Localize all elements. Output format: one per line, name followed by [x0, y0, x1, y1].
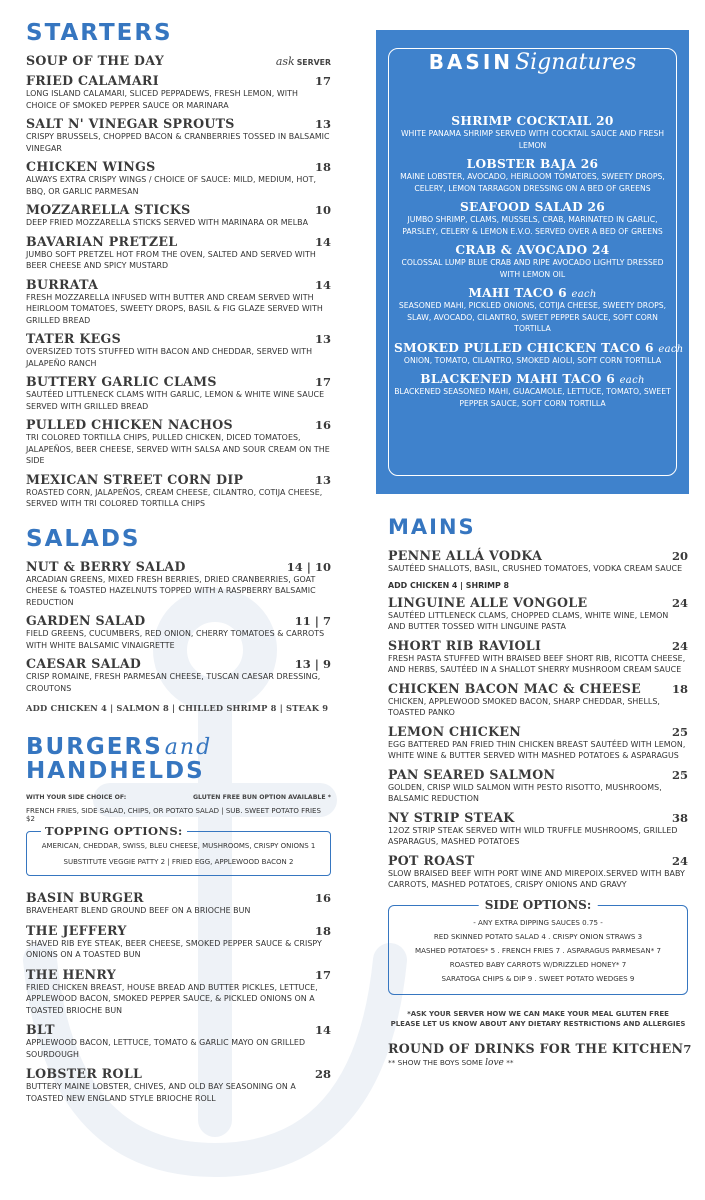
item-desc: BLACKENED SEASONED MAHI, GUACAMOLE, LETTUCE, TOMATO, SWEET PEPPER SAUCE, SOFT CORN TORTILLA	[394, 387, 671, 408]
menu-item	[26, 559, 331, 609]
item-name: FRIED CALAMARI	[26, 73, 159, 88]
dietary-footnote: *ASK YOUR SERVER HOW WE CAN MAKE YOUR MEAL GLUTEN FREE PLEASE LET US KNOW ABOUT ANY DIETARY RESTRICTIONS AND ALLERGIES	[390, 1009, 686, 1028]
item-name: CRAB & AVOCADO 24	[455, 243, 610, 257]
item-name: MAHI TACO 6 each	[468, 286, 597, 300]
item-desc: COLOSSAL LUMP BLUE CRAB AND RIPE AVOCADO LIGHTLY DRESSED WITH LEMON OIL	[401, 258, 664, 279]
item-name: SMOKED PULLED CHICKEN TACO 6 each	[394, 340, 684, 355]
menu-item	[26, 967, 331, 1017]
item-desc: JUMBO SOFT PRETZEL HOT FROM THE OVEN, SALTED AND SERVED WITH BEER CHEESE AND SPICY MUSTARD	[26, 249, 316, 270]
menu-item	[388, 681, 688, 719]
item-price: 20	[671, 549, 688, 563]
item-desc: FIELD GREENS, CUCUMBERS, RED ONION, CHERRY TOMATOES & CARROTS WITH WHITE BALSAMIC VINAIGRETTE	[26, 629, 325, 650]
item-desc: JUMBO SHRIMP, CLAMS, MUSSELS, CRAB, MARINATED IN GARLIC, PARSLEY, CELERY & LEMON E.V.O. SERVED OVER A BED OF GREENS	[402, 215, 663, 236]
item-name: LOBSTER ROLL	[26, 1066, 143, 1082]
item-price: 18	[314, 923, 331, 938]
menu-item	[26, 890, 331, 917]
salads-list	[26, 559, 331, 695]
item-desc: FRESH MOZZARELLA INFUSED WITH BUTTER AND CREAM SERVED WITH HEIRLOOM TOMATOES, SWEETY DROPS, BASIL & FIG GLAZE SERVED WITH GRILLED BREAD	[26, 292, 323, 325]
item-name: LOBSTER BAJA 26	[466, 157, 599, 171]
menu-item	[26, 613, 331, 651]
ask-server-note: ask SERVER	[275, 55, 331, 68]
item-desc: SHAVED RIB EYE STEAK, BEER CHEESE, SMOKED PEPPER SAUCE & CRISPY ONIONS ON A TOASTED BUN	[26, 938, 322, 960]
signature-item	[394, 286, 671, 335]
item-price: 11 | 7	[294, 614, 331, 628]
item-price: 38	[671, 810, 688, 825]
item-name: LEMON CHICKEN	[388, 723, 522, 739]
item-name: PULLED CHICKEN NACHOS	[26, 417, 233, 432]
item-price: 13	[314, 117, 331, 131]
item-desc: EGG BATTERED PAN FRIED THIN CHICKEN BREAST SAUTÉED WITH LEMON, WHITE WINE & BUTTER SERVED WITH MASHED POTATOES & ASPARAGUS	[388, 739, 686, 760]
burger-meta: WITH YOUR SIDE CHOICE OF: GLUTEN FREE BUN OPTION AVAILABLE *	[26, 794, 331, 802]
mains-title: MAINS	[388, 515, 476, 539]
item-desc: CRISP ROMAINE, FRESH PARMESAN CHEESE, TUSCAN CAESAR DRESSING, CROUTONS	[26, 672, 321, 693]
penne-addons: ADD CHICKEN 4 | SHRIMP 8	[388, 580, 509, 590]
item-name: SOUP OF THE DAY	[26, 53, 165, 68]
item-price: 17	[314, 375, 331, 389]
item-desc: DEEP FRIED MOZZARELLA STICKS SERVED WITH MARINARA OR MELBA	[26, 218, 309, 227]
side-option-line: SARATOGA CHIPS & DIP 9 . SWEET POTATO WEDGES 9	[441, 973, 635, 983]
starters-list	[26, 53, 331, 510]
item-price: 10	[314, 203, 331, 217]
item-desc: ALWAYS EXTRA CRISPY WINGS / CHOICE OF SAUCE: MILD, MEDIUM, HOT, BBQ, OR GARLIC PARMESAN	[26, 175, 317, 196]
item-desc: APPLEWOOD BACON, LETTUCE, TOMATO & GARLIC MAYO ON GRILLED SOURDOUGH	[26, 1038, 306, 1059]
starters-title: STARTERS	[26, 20, 173, 46]
mains-list	[388, 548, 688, 891]
item-price: 25	[671, 724, 688, 739]
side-option-line: - ANY EXTRA DIPPING SAUCES 0.75 -	[473, 917, 603, 927]
item-name: SHORT RIB RAVIOLI	[388, 637, 542, 653]
signature-item	[394, 340, 684, 367]
item-name: THE HENRY	[26, 966, 117, 982]
topping-title: TOPPING OPTIONS:	[41, 824, 187, 838]
right-column	[388, 28, 692, 1068]
salads-title: SALADS	[26, 525, 141, 552]
item-price: 17	[314, 74, 331, 88]
item-desc: GOLDEN, CRISP WILD SALMON WITH PESTO RISOTTO, MUSHROOMS, BALSAMIC REDUCTION	[388, 782, 662, 803]
menu-item	[388, 810, 688, 848]
item-price: 13 | 9	[294, 657, 331, 671]
side-options-title: SIDE OPTIONS:	[479, 898, 598, 912]
item-name: SHRIMP COCKTAIL 20	[451, 114, 614, 128]
item-desc: 12OZ STRIP STEAK SERVED WITH WILD TRUFFLE MUSHROOMS, GRILLED ASPARAGUS, MASHED POTATOES	[388, 825, 678, 846]
signature-item	[394, 243, 671, 280]
menu-item	[26, 277, 331, 327]
menu-item	[26, 472, 331, 510]
item-price: 28	[314, 1067, 331, 1082]
item-price: 14	[314, 1023, 331, 1038]
item-name: CHICKEN BACON MAC & CHEESE	[388, 680, 642, 696]
item-name: BURRATA	[26, 276, 99, 292]
item-desc: WHITE PANAMA SHRIMP SERVED WITH COCKTAIL SAUCE AND FRESH LEMON	[400, 129, 665, 150]
menu-item	[388, 724, 688, 762]
side-option-line: MASHED POTATOES* 5 . FRENCH FRIES 7 . ASPARAGUS PARMESAN* 7	[414, 945, 662, 955]
item-name: BLACKENED MAHI TACO 6 each	[420, 372, 645, 386]
item-name: LINGUINE ALLE VONGOLE	[388, 594, 588, 610]
signatures-box	[376, 30, 689, 494]
item-price: 18	[671, 681, 688, 696]
signatures-list	[394, 114, 684, 415]
item-name: BLT	[26, 1022, 55, 1038]
menu-item	[26, 1066, 331, 1104]
item-name: MOZZARELLA STICKS	[26, 202, 191, 217]
item-price: 13	[314, 472, 331, 487]
menu-item	[388, 638, 688, 676]
drinks-item	[388, 1040, 692, 1068]
item-price: 24	[671, 638, 688, 653]
burgers-list	[26, 890, 331, 1104]
item-name: NUT & BERRY SALAD	[26, 558, 186, 574]
menu-item	[26, 1022, 331, 1060]
item-price: 14	[314, 277, 331, 292]
menu-item	[388, 767, 688, 805]
menu-item	[26, 656, 331, 694]
menu-item	[26, 234, 331, 272]
menu-item	[26, 374, 331, 412]
signature-item	[394, 114, 671, 151]
item-desc: SAUTÉED LITTLENECK CLAMS, CHOPPED CLAMS, WHITE WINE, LEMON AND BUTTER TOSSED WITH LINGUINE PASTA	[388, 610, 669, 631]
menu-item	[388, 595, 688, 633]
item-name: ROUND OF DRINKS FOR THE KITCHEN	[388, 1040, 684, 1056]
menu-item	[26, 923, 331, 961]
signatures-title: BASINSignatures	[428, 50, 637, 75]
item-name: BASIN BURGER	[26, 890, 144, 906]
item-desc: TRI COLORED TORTILLA CHIPS, PULLED CHICKEN, DICED TOMATOES, JALAPEÑOS, BEER CHEESE, SERVED WITH SALSA AND SOUR CREAM ON THE SIDE	[26, 433, 330, 465]
item-desc: SEASONED MAHI, PICKLED ONIONS, COTIJA CHEESE, SWEETY DROPS, SLAW, AVOCADO, CILANTRO, SWEET PEPPER SAUCE, SOFT CORN TORTILLA	[398, 301, 667, 333]
item-name: POT ROAST	[388, 852, 475, 868]
burger-sides: FRENCH FRIES, SIDE SALAD, CHIPS, OR POTATO SALAD | SUB. SWEET POTATO FRIES $2	[26, 807, 321, 824]
item-desc: CHICKEN, APPLEWOOD SMOKED BACON, SHARP CHEDDAR, SHELLS, TOASTED PANKO	[388, 696, 660, 717]
item-name: NY STRIP STEAK	[388, 809, 515, 825]
item-name: MEXICAN STREET CORN DIP	[26, 471, 244, 487]
menu-item	[26, 202, 331, 229]
signature-item	[394, 372, 671, 409]
topping-options-box	[26, 824, 331, 876]
item-price: 24	[671, 595, 688, 610]
item-desc: ONION, TOMATO, CILANTRO, SMOKED AIOLI, SOFT CORN TORTILLA	[403, 355, 662, 365]
item-name: GARDEN SALAD	[26, 613, 146, 628]
menu-item	[26, 73, 331, 111]
side-option-line: RED SKINNED POTATO SALAD 4 . CRISPY ONION STRAWS 3	[433, 931, 643, 941]
side-options-box	[388, 897, 688, 995]
left-column	[26, 22, 331, 1104]
item-name: SALT N' VINEGAR SPROUTS	[26, 116, 235, 131]
item-desc: BUTTERY MAINE LOBSTER, CHIVES, AND OLD BAY SEASONING ON A TOASTED NEW ENGLAND STYLE BRIOCHE ROLL	[26, 1082, 296, 1103]
item-price: 14	[314, 234, 331, 249]
topping-line: SUBSTITUTE VEGGIE PATTY 2 | FRIED EGG, APPLEWOOD BACON 2	[63, 858, 294, 867]
item-price: 18	[314, 160, 331, 174]
item-desc: MAINE LOBSTER, AVOCADO, HEIRLOOM TOMATOES, SWEETY DROPS, CELERY, LEMON TARRAGON DRESSING ON A BED OF GREENS	[400, 172, 665, 193]
menu-item	[26, 159, 331, 197]
menu-item	[26, 53, 331, 68]
item-desc: SAUTÉED SHALLOTS, BASIL, CRUSHED TOMATOES, VODKA CREAM SAUCE	[388, 564, 683, 573]
menu-item	[26, 116, 331, 154]
item-desc: SLOW BRAISED BEEF WITH PORT WINE AND MIREPOIX.SERVED WITH BABY CARROTS, MASHED POTATOES, CRISPY ONIONS AND GRAVY	[388, 868, 685, 889]
item-name: PAN SEARED SALMON	[388, 766, 556, 782]
item-name: BAVARIAN PRETZEL	[26, 233, 178, 249]
menu-item	[26, 417, 331, 467]
item-desc: CRISPY BRUSSELS, CHOPPED BACON & CRANBERRIES TOSSED IN BALSAMIC VINEGAR	[26, 132, 330, 153]
drinks-note: ** SHOW THE BOYS SOME love **	[388, 1057, 514, 1068]
item-desc: ROASTED CORN, JALAPEÑOS, CREAM CHEESE, CILANTRO, COTIJA CHEESE, SERVED WITH TRI COLORED TORTILLA CHIPS	[26, 487, 323, 508]
item-name: PENNE ALLÁ VODKA	[388, 548, 543, 563]
item-price: 13	[314, 332, 331, 346]
item-name: TATER KEGS	[26, 331, 121, 346]
item-desc: FRESH PASTA STUFFED WITH BRAISED BEEF SHORT RIB, RICOTTA CHEESE, AND HERBS, SAUTÉED IN A SHALLOT SHERRY MUSHROOM CREAM SAUCE	[388, 653, 686, 674]
menu-item	[388, 853, 688, 891]
item-price: 16	[314, 891, 331, 906]
side-option-line: ROASTED BABY CARROTS W/DRIZZLED HONEY* 7	[449, 959, 627, 969]
burgers-title: BURGERSand HANDHELDS	[26, 734, 213, 785]
item-price: 24	[671, 853, 688, 868]
item-price: 17	[314, 967, 331, 982]
item-name: CAESAR SALAD	[26, 656, 142, 671]
signature-item	[394, 200, 671, 237]
item-desc: FRIED CHICKEN BREAST, HOUSE BREAD AND BUTTER PICKLES, LETTUCE, APPLEWOOD BACON, SMOKED PEPPER SAUCE, & PICKLED ONIONS ON A TOASTED BRIOCHE BUN	[26, 982, 318, 1015]
topping-line: AMERICAN, CHEDDAR, SWISS, BLEU CHEESE, MUSHROOMS, CRISPY ONIONS 1	[41, 842, 316, 851]
item-desc: BRAVEHEART BLEND GROUND BEEF ON A BRIOCHE BUN	[26, 906, 251, 916]
item-price: 7	[683, 1041, 692, 1056]
item-price: 25	[671, 767, 688, 782]
item-price: 16	[314, 418, 331, 432]
item-name: THE JEFFERY	[26, 922, 127, 938]
item-desc: LONG ISLAND CALAMARI, SLICED PEPPADEWS, FRESH LEMON, WITH CHOICE OF SMOKED PEPPER SAUCE OR MARINARA	[26, 89, 298, 110]
item-desc: ARCADIAN GREENS, MIXED FRESH BERRIES, DRIED CRANBERRIES, GOAT CHEESE & TOASTED HAZELNUTS TOPPED WITH A RASPBERRY BALSAMIC REDUCTION	[26, 574, 316, 607]
item-name: CHICKEN WINGS	[26, 159, 156, 174]
item-name: BUTTERY GARLIC CLAMS	[26, 374, 217, 389]
item-desc: OVERSIZED TOTS STUFFED WITH BACON AND CHEDDAR, SERVED WITH JALAPEÑO RANCH	[26, 347, 313, 368]
salad-addons: ADD CHICKEN 4 | SALMON 8 | CHILLED SHRIMP 8 | STEAK 9	[26, 703, 329, 713]
item-desc: SAUTÉED LITTLENECK CLAMS WITH GARLIC, LEMON & WHITE WINE SAUCE SERVED WITH GRILLED BREAD	[26, 390, 325, 411]
item-price: 14 | 10	[286, 559, 331, 574]
menu-item	[26, 331, 331, 369]
item-name: SEAFOOD SALAD 26	[459, 200, 606, 214]
menu-item	[388, 548, 688, 590]
signature-item	[394, 157, 671, 194]
